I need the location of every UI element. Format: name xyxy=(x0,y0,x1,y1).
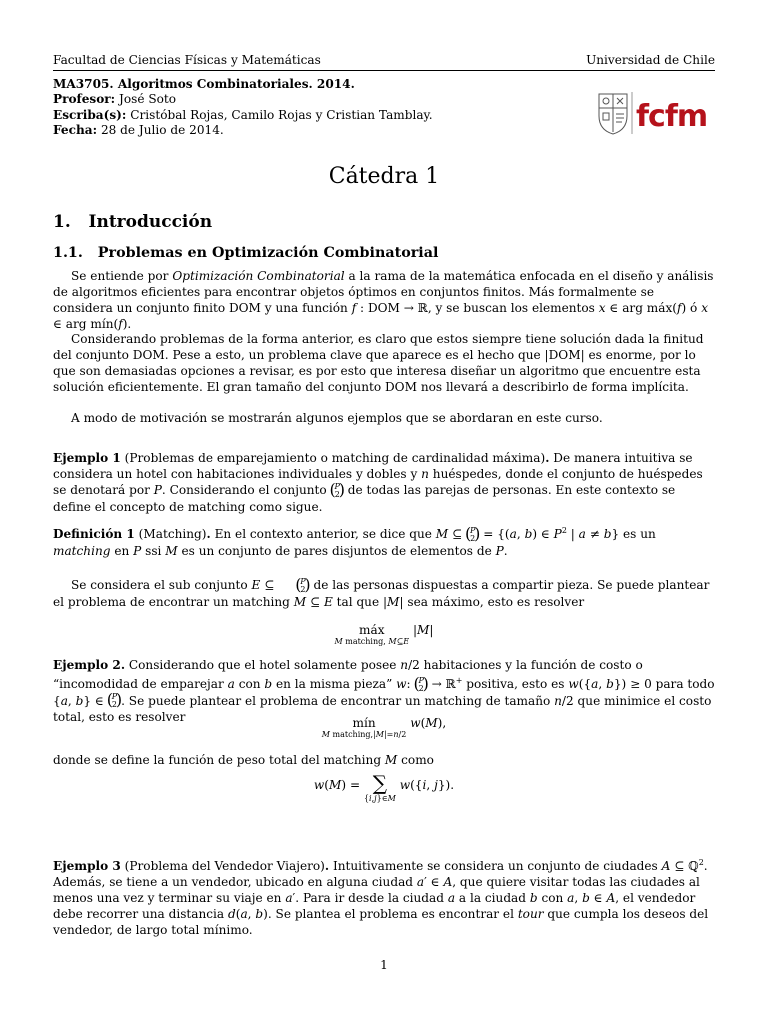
university-seal-icon xyxy=(596,88,714,138)
profesor-name: José Soto xyxy=(119,92,177,107)
paragraph-motivation: A modo de motivación se mostrarán algunos ejemplos que se abordaran en este curso. xyxy=(71,411,603,425)
subsection-title: Problemas en Optimización Combinatorial xyxy=(97,245,439,261)
example-3: Ejemplo 3 (Problema del Vendedor Viajero). Intuitivamente se considera un conjunto de ciudades A ⊆ ℚ$^2$. Además, se tiene a un vendedor, ubicado en alguna ciudad a′ ∈ A, que quiere visitar todas las ciudades al menos una vez y terminar su viaje en a′. Para ir desde la ciudad a a la ciudad b con a, b ∈ A, el vendedor debe recorrer una distancia d(a, b). Se plantea el problema es encontrar el tour que cumpla los deseos del vendedor, de largo total mínimo. xyxy=(53,858,709,938)
header-rule xyxy=(53,70,715,71)
section-title: Introducción xyxy=(88,212,213,232)
page-number: 1 xyxy=(380,958,388,972)
section-heading xyxy=(53,212,212,232)
equation-min: mín M matching,|M|=n/2 w(M), xyxy=(321,716,447,739)
section-number: 1. xyxy=(53,212,71,232)
page-title: Cátedra 1 xyxy=(328,164,440,189)
equation-max: máx M matching, M⊆E |M| xyxy=(334,623,434,646)
paragraph-subset: Se considera el sub conjunto E ⊆ ( P 2 ) de las personas dispuestas a compartir pieza. Se puede plantear el problema de encontrar un matching M ⊆ E tal que |M| sea máximo, esto es resolver xyxy=(53,577,715,610)
course-info xyxy=(53,77,433,139)
subsection-heading xyxy=(53,245,438,261)
fecha-value: 28 de Julio de 2014. xyxy=(100,123,224,138)
example-1: Ejemplo 1 (Problemas de emparejamiento o matching de cardinalidad máxima). De manera intuitiva se considera un hotel con habitaciones individuales y dobles y n huéspedes, donde el conjunto de huéspedes se denotará por P. Considerando el conjunto ( P 2 ) de todas las parejas de personas. En este contexto se define el concepto de matching como sigue. xyxy=(53,450,715,515)
equation-weight: w(M) = ∑ {i,j}∈M w({i, j}). xyxy=(313,771,455,803)
svg-text:fcfm: fcfm xyxy=(636,99,708,134)
fecha-label: Fecha: xyxy=(53,123,98,138)
university-logo xyxy=(596,88,714,138)
paragraph-definition: Se entiende por Optimización Combinatorial a la rama de la matemática enfocada en el diseño y análisis de algoritmos eficientes para encontrar objetos óptimos en conjuntos finitos. Más formalmente se considera un conjunto finito DOM y una función f : DOM → ℝ, y se buscan los elementos x ∈ arg máx(f) ó x ∈ arg mín(f). xyxy=(53,269,714,331)
subsection-number: 1.1. xyxy=(53,245,83,261)
paragraph-dom: Considerando problemas de la forma anterior, es claro que estos siempre tiene solución dada la finitud del conjunto DOM. Pese a esto, un problema clave que aparece es el hecho que |DOM| es enorme, por lo que son demasiadas opciones a revisar, es por esto que interesa diseñar un algoritmo que encuentre esta solución eficientemente. El gran tamaño del conjunto DOM nos llevará a describirlo de forma implícita. xyxy=(53,332,704,394)
course-title: MA3705. Algoritmos Combinatoriales. 2014. xyxy=(53,77,355,91)
header-university: Universidad de Chile xyxy=(586,53,715,67)
example-2: Ejemplo 2. Considerando que el hotel solamente posee n/2 habitaciones y la función de costo o “incomodidad de emparejar a con b en la misma pieza” w: ( P 2 ) → ℝ+ positiva, esto es w({a, b}) ≥ 0 para todo {a, b} ∈ ( P 2 ) . Se puede plantear el problema de encontrar un matching de tamaño n/2 que minimice el costo total, esto es resolver xyxy=(53,657,715,725)
paragraph-weight: donde se define la función de peso total del matching M como xyxy=(53,753,434,767)
profesor-label: Profesor: xyxy=(53,92,116,107)
definition-1: Definición 1 (Matching). En el contexto anterior, se dice que M ⊆ ( P 2 ) = {(a, b) ∈ $P^2$ | a ≠ b} es un matching en P ssi M es un conjunto de pares disjuntos de elementos de P. xyxy=(53,523,715,559)
escriba-label: Escriba(s): xyxy=(53,107,127,122)
escriba-names: Cristóbal Rojas, Camilo Rojas y Cristian Tamblay. xyxy=(130,107,433,122)
header-faculty: Facultad de Ciencias Físicas y Matemáticas xyxy=(53,53,321,67)
